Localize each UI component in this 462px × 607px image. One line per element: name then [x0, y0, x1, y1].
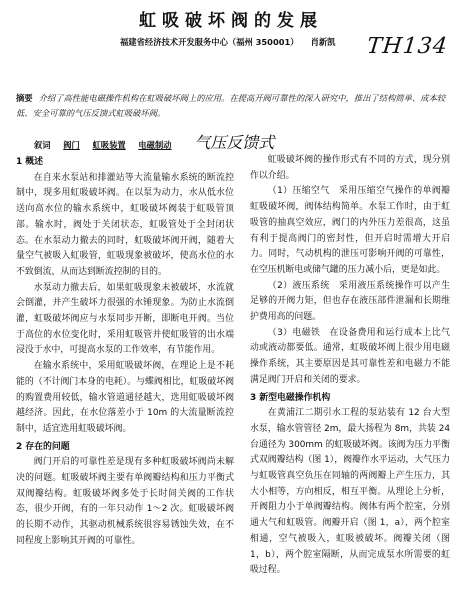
body-paragraph: （3）电磁铁 在设备费用和运行成本上比气动或液动都要低。通常，虹吸破坏阀上很少用电磁操作系统，其主要原因是其可靠性差和电磁力不能满足阀门开启和关闭的要求。 — [250, 327, 450, 385]
handwritten-keyword: 气压反馈式 — [194, 133, 275, 152]
body-paragraph: （1）压缩空气 采用压缩空气操作的单阀瓣虹吸破坏阀，阀体结构简单。水泵工作时，由于虹吸管的抽真空效应，阀门的内外压力差很高，这虽有利于提高阀门的密封性，但开启时需增大开启力。同时，气动机构的泄压可影响开阀的可靠性，在空压机断电或储气罐的压力减小后，更是如此。 — [250, 186, 450, 275]
keyword-item: 阀门 — [63, 140, 80, 150]
affiliation-line — [120, 36, 335, 48]
left-column — [16, 153, 234, 550]
body-paragraph: 在黄浦江二期引水工程的泵站装有 12 台大型水泵，输水管管径 2m，最大扬程为 8m，共装 24 台通径为 300mm 的虹吸破坏阀。该阀为压力平衡式双阀瓣结构（图 1），阀瓣作水平运动，大气压力与虹吸管真空负压在同轴的两阀瓣上产生压力，其大小相等，方向相反，相互平衡。从理论上分析，开阀阻力小于单阀瓣结构。阀体有两个腔室，分别通大气和虹吸管。阀瓣开启（图 1，a），两个腔室相通，空气被吸入，虹吸被破坏。阀瓣关闭（图 1，b），两个腔室隔断，从而完成泵水所需要的虹吸过程。 — [250, 408, 450, 576]
body-paragraph: 在输水系统中，采用虹吸破坏阀，在理论上是不耗能的（不计阀门本身的电耗）。与蝶阀相比，虹吸破坏阀的购置费用较低，输水管道通径越大，选用虹吸破坏阀越经济。因此，在水位落差小于 10m 的大流量断流控制中，适宜选用虹吸破坏阀。 — [16, 361, 234, 434]
abstract-text: 介绍了高性能电磁操作机构在虹吸破坏阀上的应用。在提高开阀可靠性的深入研究中，推出了结构简单、成本较低、安全可靠的气压反馈式虹吸破坏阀。 — [16, 93, 446, 118]
body-paragraph: 阀门开启的可靠性差是现有多种虹吸破坏阀尚未解决的问题。虹吸破坏阀主要有单阀瓣结构和压力平衡式双阀瓣结构。虹吸破坏阀多处于长时间关阀的工作状态，很少开阀，有的一年只动作 1～2 次。虹吸破坏阀的长期不动作，其驱动机械系统很容易锈蚀失效，在不同程度上影响其开阀的可靠性。 — [16, 457, 234, 546]
section-heading: 1 概述 — [16, 157, 44, 167]
section-heading: 2 存在的问题 — [16, 441, 70, 452]
author-name: 肖新凯 — [310, 37, 336, 47]
keyword-item: 虹吸装置 — [92, 140, 126, 150]
article-title: 虹吸破坏阀的发展 — [139, 11, 323, 31]
keywords — [34, 130, 274, 153]
keywords-label: 叙词 — [34, 140, 51, 150]
section-heading: 3 新型电磁操作机构 — [250, 392, 331, 403]
body-paragraph: 虹吸破坏阀的操作形式有不同的方式，现分别作以介绍。 — [250, 155, 450, 181]
right-column — [250, 153, 450, 579]
keyword-item: 电磁制动 — [138, 140, 172, 150]
affiliation: 福建省经济技术开发服务中心（福州 350001） — [120, 37, 299, 47]
body-paragraph: 水泵动力撤去后，如果虹吸现象未被破坏，水流就会倒灌，并产生破坏力很强的水锤现象。为防止水流倒灌，虹吸破坏阀应与水泵同步开断，即断电开阀。当位于高位的水位变化时，采用虹吸管并使虹吸管的出水端浸没于水中，可提高水泵的工作效率，有节能作用。 — [16, 282, 234, 356]
body-paragraph: （2）液压系统 采用液压系统操作可以产生足够的开阀力矩，但也存在液压部件泄漏和长期维护费用高的问题。 — [250, 280, 450, 323]
abstract — [16, 91, 448, 121]
abstract-label: 摘要 — [16, 93, 33, 103]
handwritten-classification-code: TH134 — [365, 34, 450, 59]
body-paragraph: 在自来水泵站和排灌站等大流量输水系统的断流控制中，现多用虹吸破坏阀。在以泵为动力，水从低水位送向高水位的输水系统中，虹吸破坏阀装于虹吸管顶部。输水时，阀处于关闭状态，虹吸管处于全封闭状态。在水泵动力撤去的同时，虹吸破坏阀开阀，随着大量空气被吸入虹吸管，虹吸现象被破坏，使高水位的水不致倒流，从而达到断流控制的目的。 — [16, 172, 234, 277]
